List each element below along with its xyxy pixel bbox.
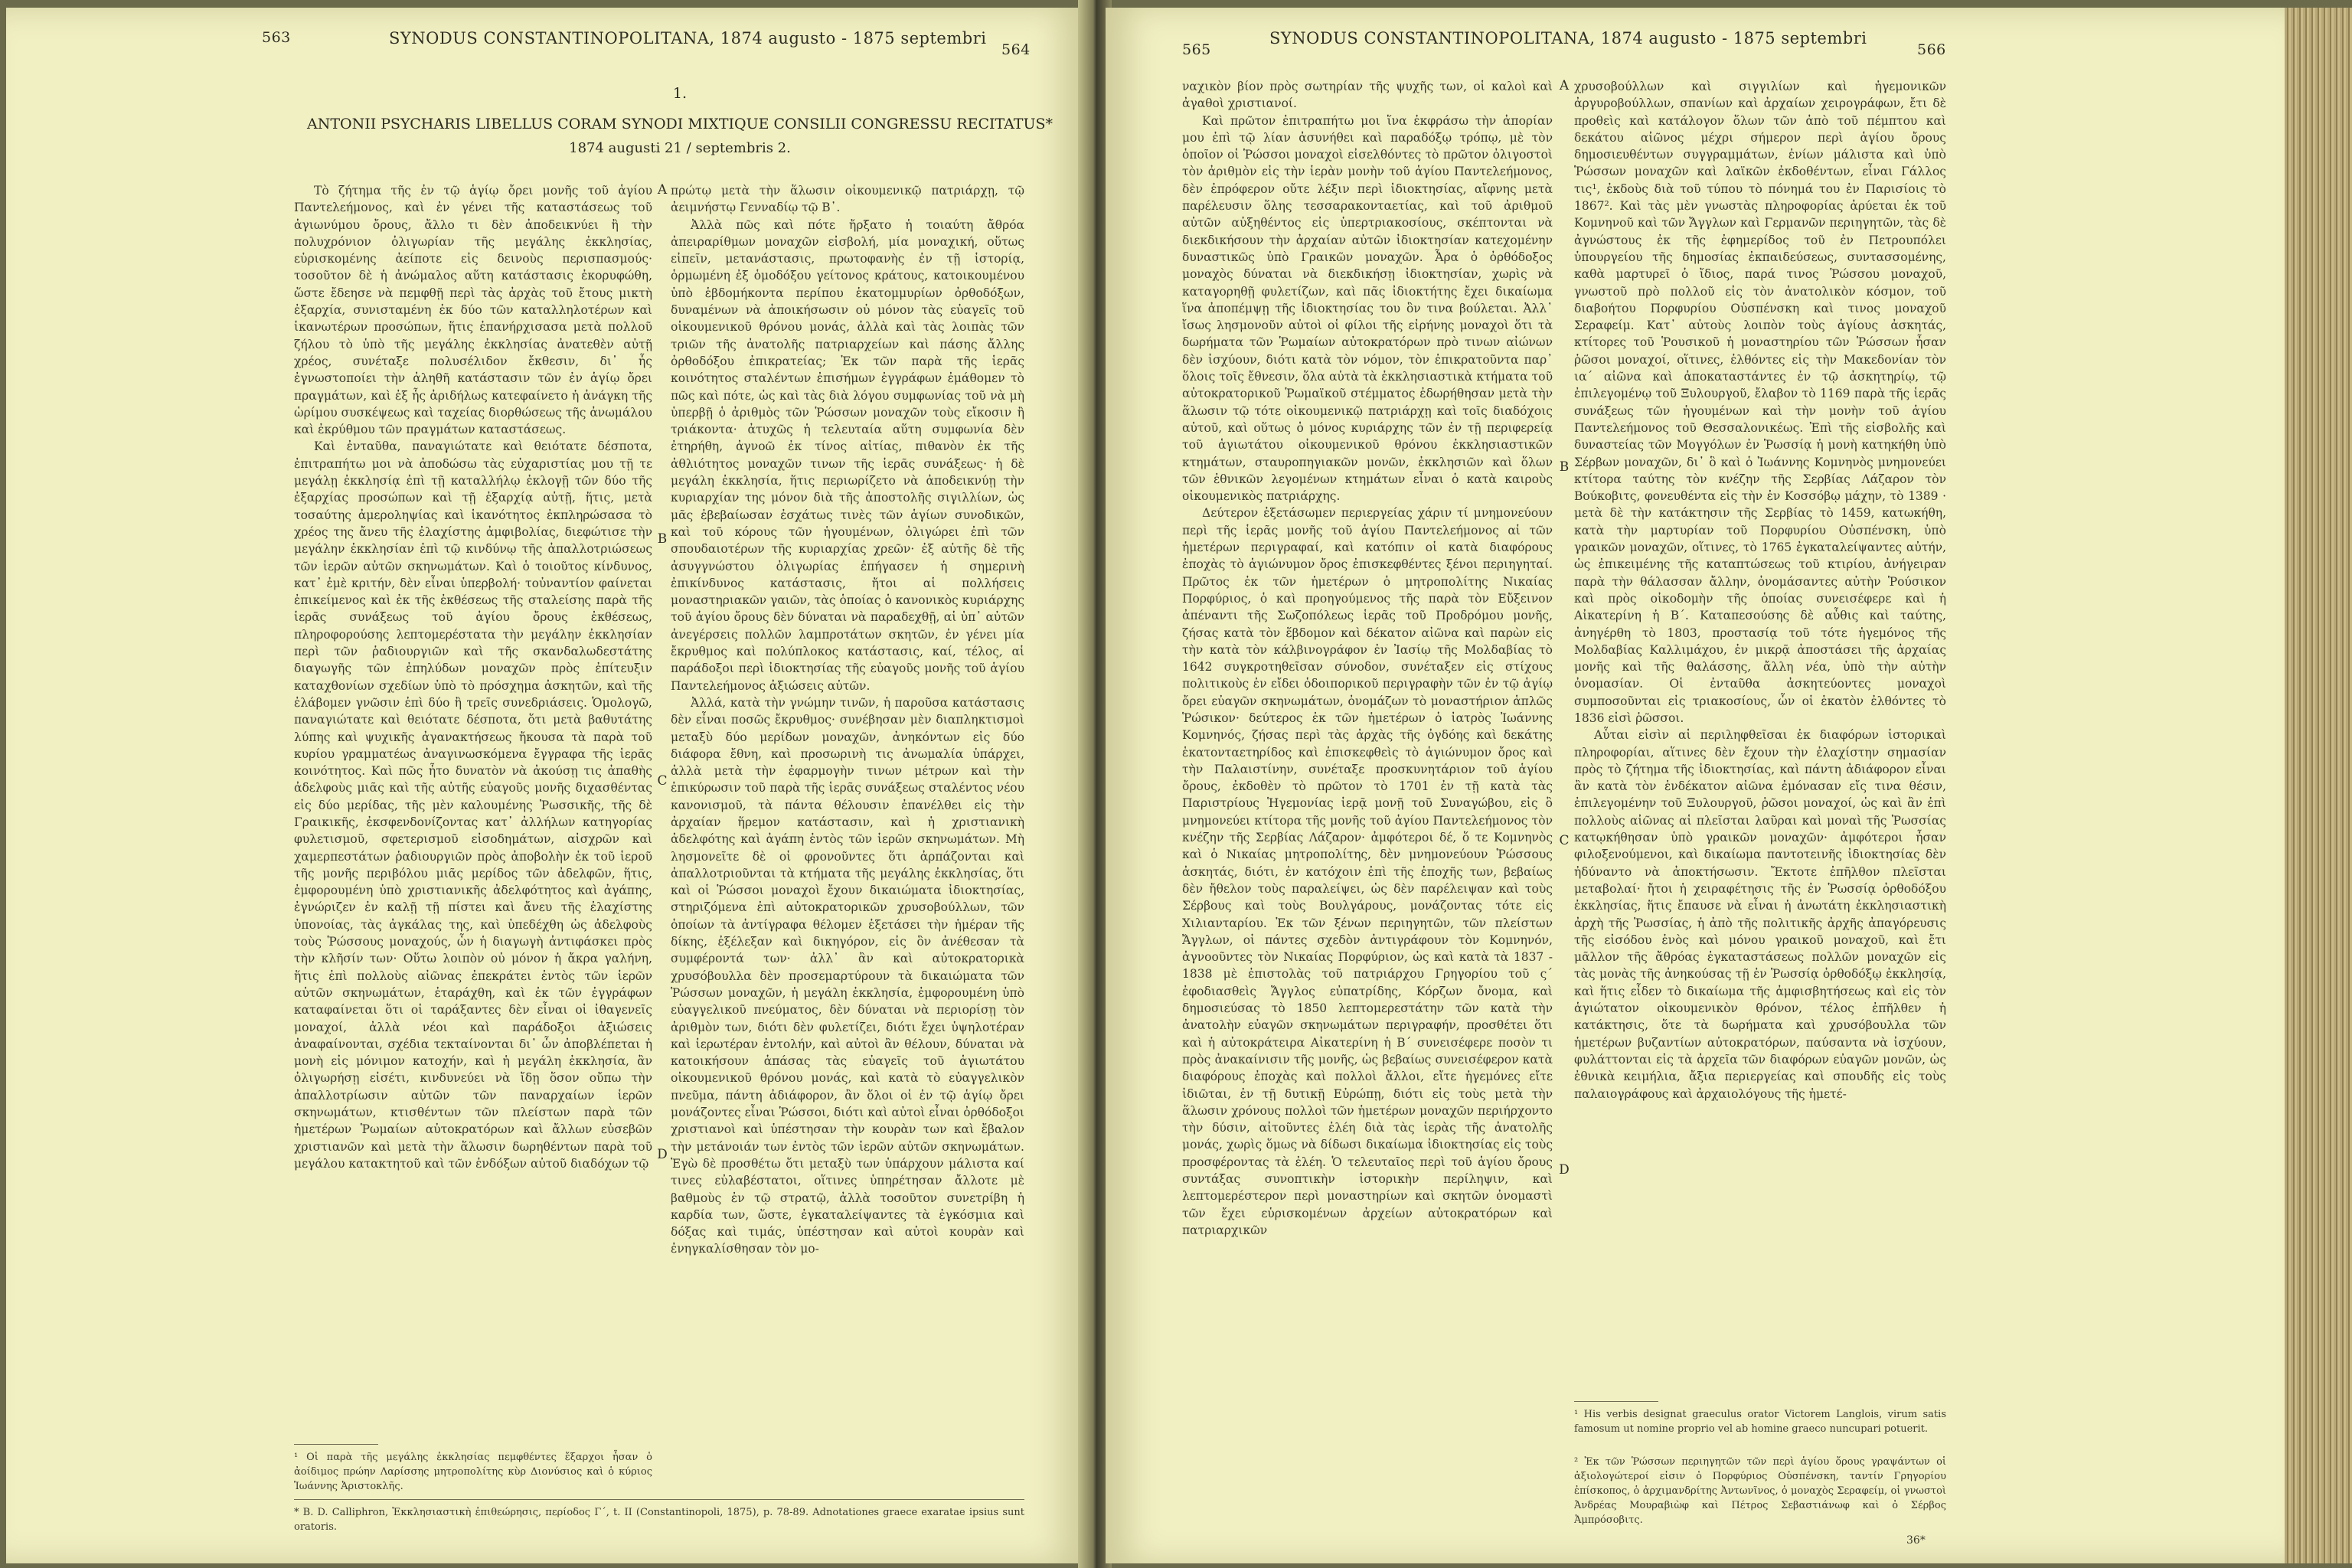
footnote-2: ² Ἐκ τῶν Ῥώσσων περιηγητῶν τῶν περὶ ἁγίου ὄρους γραψάντων οἱ ἀξιολογώτεροί εἰσιν ὁ Πορφύριος Οὐσπένσκη, ταντίν Γρηγορίου ἐπίσκοπος, ὁ ἀρχιμανδρίτης Ἀντωνῖνος, ὁ μοναχὸς Σεραφείμ, οἱ γνωστοὶ Ἀνδρέας Μουραβιὼφ καὶ Πέτρος Σεβαστιάνωφ καὶ ὁ Σέρβος Ἀμπρόσοβιτς. [1574,1456,1946,1526]
margin-marker-d: D [1559,1162,1570,1178]
left-page [6,8,1084,1563]
paragraph: ναχικὸν βίον πρὸς σωτηρίαν τῆς ψυχῆς των, οἱ καλοὶ καὶ ἀγαθοὶ χριστιανοί. [1182,80,1553,111]
paragraph: Καὶ ἐνταῦθα, παναγιώτατε καὶ θειότατε δέσποτα, ἐπιτραπήτω μοι νὰ ἀποδώσω τὰς εὐχαριστίας μου τῇ τε μεγάλῃ ἐκκλησίᾳ ἐπὶ τῇ καταλλήλῳ ἐκλογῇ τῶν δύο τῆς ἐξαρχίας προσώπων καὶ τῇ ἐξαρχίᾳ αὐτῇ, ἥτις, μετὰ τοσαύτης ἀμεροληψίας καὶ ἱκανότητος ἐκπληρώσασα τὸ χρέος της ἄνευ τῆς ἐλαχίστης ἀμφιβολίας, διεφώτισε τὴν μεγάλην ἐκκλησίαν ἐπὶ τῷ κινδύνῳ τῆς ἀπαλλοτριώσεως τῶν ἱερῶν αὐτῶν σκηνωμάτων. Καὶ ὁ τοιοῦτος κίνδυνος, κατ᾽ ἐμὲ κριτήν, δὲν εἶναι ὑπερβολή· τοὐναντίον φαίνεται ἐπικείμενος καὶ ἐκ τῆς ἐκθέσεως τῆς σταλείσης παρὰ τῆς ἱερᾶς συνάξεως τοῦ ἁγίου ὄρους ἐκθέσεως, πληροφορούσης λεπτομερέστατα τὴν μεγάλην ἐκκλησίαν περὶ τῶν ῥαδιουργιῶν καὶ τῆς σκανδαλωδεστάτης διαγωγῆς τῶν ἐπηλύδων μοναχῶν πρὸς ἐπίτευξιν καταχθονίων σχεδίων ὑπὸ τὸ πρόσχημα ἀσκητῶν, καὶ τῆς ἐλάβομεν γνῶσιν ἐπὶ δύο ἢ τρεῖς συνεδριάσεις. Ὁμολογῶ, παναγιώτατε καὶ θειότατε δέσποτα, ὅτι μετὰ βαθυτάτης λύπης καὶ ψυχικῆς ἀγανακτήσεως ἤκουσα τὰ παρὰ τοῦ κυρίου γραμματέως ἀναγινωσκόμενα ἔγγραφα τῆς ἱερᾶς κοινότητος. Καὶ πῶς ἦτο δυνατὸν νὰ ἀκούσῃ τις ἀπαθὴς ἀδελφοὺς μιᾶς καὶ τῆς αὐτῆς εὐαγοῦς μονῆς διχασθέντας εἰς δύο μερίδας, τῆς μὲν καλουμένης Ῥωσσικῆς, τῆς δὲ Γραικικῆς, ἐκσφενδονίζοντας κατ᾽ ἀλλήλων κατηγορίας φυλετισμοῦ, σφετερισμοῦ εἰσοδημάτων, αἰσχρῶν καὶ χαμερπεστάτων ῥαδιουργιῶν πρὸς ἀποβολὴν ἐκ τοῦ ἱεροῦ τῆς μονῆς περιβόλου μιᾶς μερίδος τῶν ἀδελφῶν, ἥτις, ἐμφορουμένη ὑπὸ χριστιανικῆς ἀδελφότητος καὶ ἀγάπης, ἐγνώριζεν ἐν καλῇ τῇ πίστει καὶ ἄνευ τῆς ἐλαχίστης ὑπονοίας, τὰς ἀγκάλας της, καὶ ὑπεδέχθη ὡς ἀδελφοὺς τοὺς Ῥώσσους μοναχούς, ὧν ἡ διαγωγὴ ἀντιφάσκει πρὸς τὴν κλῆσίν των· Οὕτω λοιπὸν οὐ μόνον ἡ ἄκρα γαλήνη, ἥτις ἐπὶ πολλοὺς αἰῶνας ἐπεκράτει ἐντὸς τῶν ἱερῶν αὐτῶν σκηνωμάτων, ἐταράχθη, καὶ ἐκ τῶν ἐγγράφων καταφαίνεται ὅτι οἱ ταράξαντες δὲν εἶναι οἱ ἰθαγενεῖς μοναχοί, ἀλλὰ νέοι καὶ παράδοξοι ἀξιώσεις ἀναφαίνονται, σχέδια τεκταίνονται δι᾽ ὧν ἀποβλέπεται ἡ μονὴ εἰς μόνιμον κατοχήν, καὶ ἡ μεγάλη ἐκκλησία, ἂν ὀλιγωρήσῃ εἰσέτι, κινδυνεύει νὰ ἴδῃ ὅσον οὔπω τὴν ἀπαλλοτρίωσιν αὐτῶν τῶν παναρχαίων ἱερῶν σκηνωμάτων, κτισθέντων τῶν πλείστων παρὰ τῶν ἡμετέρων Ῥωμαίων αὐτοκρατόρων καὶ ἄλλων εὐσεβῶν χριστιανῶν καὶ μετὰ τὴν ἅλωσιν δωρηθέντων παρὰ τοῦ μεγάλου κατακτητοῦ καὶ τῶν ἐνδόξων αὐτοῦ διαδόχων τῷ [294,439,652,1171]
page-number-566: 566 [1917,41,1946,58]
margin-marker-c: C [1559,833,1570,848]
margin-marker-a: A [657,182,668,198]
footnote-rule [1574,1401,1658,1402]
paragraph: Δεύτερον ἐξετάσωμεν περιεργείας χάριν τί μνημονεύουν περὶ τῆς ἱερᾶς μονῆς τοῦ ἁγίου Παντελεήμονος αἱ τῶν ἡμετέρων περιγραφαί, καὶ κατόπιν οἱ κατὰ διαφόρους ἐποχὰς τὸ ἁγιώνυμον ὄρος ἐπισκεφθέντες ξένοι περιηγηταί. Πρῶτος ἐκ τῶν ἡμετέρων ὁ μητροπολίτης Νικαίας Πορφύριος, ὁ καὶ προηγούμενος τῆς παρὰ τὸν Εὔξεινον ἀπέναντι τῆς Σωζοπόλεως ἱερᾶς τοῦ Προδρόμου μονῆς, ζήσας κατὰ τὸν ἕβδομον καὶ δέκατον αἰῶνα καὶ παρὼν εἰς τὴν κατὰ τὸν κάλβινογράφον ἐν Ἰασίῳ τῆς Μολδαβίας τὸ 1642 συγκροτηθεῖσαν σύνοδον, συνέταξεν εἰς στίχους πολιτικοὺς ἐν εἴδει ὁδοιπορικοῦ περιγραφὴν τῶν ἐν τῷ ἁγίῳ ὄρει εὐαγῶν σκηνωμάτων, ὀνομάζων τὸ μοναστήριον ἁπλῶς Ῥώσικον· δεύτερος ἐκ τῶν ἡμετέρων ὁ ἰατρὸς Ἰωάννης Κομνηνός, ζήσας περὶ τὰς ἀρχὰς τῆς ὀγδόης καὶ δεκάτης ἑκατονταετηρίδος καὶ ἐπισκεφθεὶς τὸ ἁγιώνυμον ὄρος καὶ τὴν Παλαιστίνην, συνέταξε προσκυνητάριον τοῦ ἁγίου ὄρους, ἐκδοθὲν τὸ πρῶτον τὸ 1701 ἐν τῇ κατὰ τὰς Παριστρίους Ἡγεμονίας ἱερᾷ μονῇ τοῦ Συναγώβου, εἰς ὃ μνημονεύει κτίτορα τῆς μονῆς τοῦ ἁγίου Παντελεήμονος τὸν κνέζην τῆς Σερβίας Λάζαρον· ἀμφότεροι δέ, ὅ τε Κομνηνὸς καὶ ὁ Νικαίας μητροπολίτης, δὲν μνημονεύουν Ῥώσσους ἀσκητάς, διότι, ἐν κατόχοιν ἐπὶ τῆς ἐποχῆς των, βεβαίως δὲν ἤθελον τοὺς παραλείψει, ὡς δὲν παρέλειψαν καὶ τοὺς Σέρβους καὶ τοὺς Βουλγάρους, μονάζοντας τότε εἰς Χιλιανταρίου. Ἐκ τῶν ξένων περιηγητῶν, τῶν πλείστων Ἄγγλων, οἱ πάντες σχεδὸν ἀντιγράφουν τὸν Κομνηνόν, ἀγνοοῦντες τὸν Νικαίας Πορφύριον, ὡς καὶ κατὰ τὰ 1837 - 1838 μὲ ἐπιστολὰς τοῦ πατριάρχου Γρηγορίου τοῦ ς΄ ἐφοδιασθεὶς Ἄγγλος εὐπατρίδης, Κόρζων ὄνομα, καὶ δημοσιεύσας τὸ 1850 λεπτομερεστάτην τῶν κατὰ τὴν ἀνατολὴν εὐαγῶν σκηνωμάτων περιγραφήν, προσθέτει ὅτι καὶ ἡ αὐτοκράτειρα Αἰκατερίνη ἡ Β΄ συνεισέφερε ποσὸν τι πρὸς ἀνακαίνισιν τῆς μονῆς, ὡς βεβαίως συνεισέφερον κατὰ διαφόρους ἐποχὰς καὶ πολλοὶ ἄλλοι, εἴτε ἡγεμόνες εἴτε ἰδιῶται, ἐν τῇ δυτικῇ Εὐρώπῃ, διότι εἰς τοὺς μετὰ τὴν ἅλωσιν χρόνους πολλοὶ τῶν ἡμετέρων μοναχῶν περιήρχοντο τὴν δύσιν, αἰτοῦντες ἐλέη διὰ τὰς ἱερὰς τῆς ἀνατολῆς μονάς, χωρὶς ὅμως νὰ δίδωσι δικαίωμα ἰδιοκτησίας εἰς τοὺς προσφέροντας τὰ ἐλέη. Ὁ τελευταῖος περὶ τοῦ ἁγίου ὄρους συντάξας συνοπτικὴν ἱστορικὴν περίληψιν, καὶ λεπτομερέστερον περὶ μοναστηρίων καὶ σκητῶν ὀνομαστὶ τῶν ἔχει εὑρισκομένων ἀρχείων αὐτοκρατόρων καὶ πατριαρχικῶν [1182,506,1553,1237]
footnote-rule [294,1444,378,1445]
paragraph: Ἀλλά, κατὰ τὴν γνώμην τινῶν, ἡ παροῦσα κατάστασις δὲν εἶναι ποσῶς ἔκρυθμος· συνέβησαν μὲν διαπληκτισμοὶ μεταξὺ δύο μερίδων μοναχῶν, ἀνηκόντων εἰς δύο διάφορα ἔθνη, καὶ προσωρινὴ τις ἀνωμαλία ὑπάρχει, ἀλλὰ μετὰ τὴν ἐφαρμογὴν τινων μέτρων καὶ τὴν ἐπικύρωσιν τοῦ παρὰ τῆς ἱερᾶς συνάξεως σταλέντος νέου κανονισμοῦ, τὰ πάντα θέλουσιν ἐπανέλθει εἰς τὴν ἀρχαίαν ἥρεμον κατάστασιν, καὶ ἡ χριστιανικὴ ἀδελφότης καὶ ἀγάπη ἐντὸς τῶν ἱερῶν σκηνωμάτων. Μὴ λησμονεῖτε δὲ οἱ φρονοῦντες ὅτι ἀρπάζονται καὶ ἀπαλλοτριοῦνται τὰ κτήματα τῆς μεγάλης ἐκκλησίας, ὅτι καὶ οἱ Ῥώσσοι μοναχοὶ ἔχουν δικαιώματα ἰδιοκτησίας, στηριζόμενα ἐπὶ αὐτοκρατορικῶν χρυσοβούλλων, τῶν ὁποίων τὰ ἀντίγραφα θέλομεν ἐξετάσει τὴν ἡμέραν τῆς δίκης, ἐξέλεξαν καὶ δικηγόρον, εἰς ὃν ἀνέθεσαν τὰ συμφέροντά των· ἀλλ᾽ ἂν καὶ αὐτοκρατορικὰ χρυσόβουλλα δὲν προσεμαρτύρουν τὰ δικαιώματα τῶν Ῥώσσων μοναχῶν, ἡ μεγάλη ἐκκλησία, ἐμφορουμένη ὑπὸ εὐαγγελικοῦ πνεύματος, δὲν δύναται νὰ περιορίσῃ τὸν ἀριθμὸν των, διότι δὲν φυλετίζει, διότι ἔχει ὑψηλοτέραν καὶ ἱερωτέραν ἐντολήν, καὶ αὐτοὶ ἂν θέλουν, δύναται νὰ κατοικήσουν ἁπάσας τὰς εὐαγεῖς τοῦ ἁγιωτάτου οἰκουμενικοῦ θρόνου μονάς, καὶ κατὰ τὸ εὐαγγελικὸν πνεῦμα, πάντη ἀδιάφορον, ἂν ὅλοι οἱ ἐν τῷ ἁγίῳ ὄρει μονάζοντες εἶναι Ῥώσσοι, διότι καὶ αὐτοὶ εἶναι ὀρθόδοξοι χριστιανοὶ καὶ ὑπέστησαν τὴν κουρὰν των καὶ ἔβαλον τὴν μετάνοιάν των ἐντὸς τῶν ἱερῶν αὐτῶν σκηνωμάτων. Ἐγὼ δὲ προσθέτω ὅτι μεταξὺ των ὑπάρχουν μάλιστα καί τινες εὐλαβέστατοι, οἵτινες ὑπηρέτησαν ἄλλοτε μὲ βαθμοὺς ἐν τῷ στρατῷ, ἀλλὰ τοσοῦτον συνετρίβη ἡ καρδία των, ὥστε, ἐγκαταλείψαντες τὰ ἐγκόσμια καὶ δόξας καὶ τιμάς, ὑπέστησαν καὶ αὐτοὶ κουρὰν καὶ ἐνηγκαλίσθησαν τὸν μο- [671,695,1024,1256]
page-number-564: 564 [1001,41,1031,58]
right-column-a [1182,78,1553,1239]
page-number-563: 563 [262,29,291,46]
margin-marker-b: B [1559,459,1570,475]
paragraph: Ἀλλὰ πῶς καὶ πότε ἤρξατο ἡ τοιαύτη ἄθρόα ἀπειραρίθμων μοναχῶν εἰσβολή, μία μοναχική, οὕτως εἰπεῖν, μετανάστασις, πρωτοφανὴς ἐν τῇ ἱστορίᾳ, ὁρμωμένη ἐξ ὁμοδόξου γείτονος κράτους, κατοικουμένου ὑπὸ ἑβδομήκοντα περίπου ἑκατομμυρίων ὀρθοδόξων, δυναμένων νὰ ἀποικήσωσιν οὐ μόνον τὰς εὐαγεῖς τοῦ οἰκουμενικοῦ θρόνου μονάς, ἀλλὰ καὶ τὰς λοιπὰς τῶν τριῶν τῆς ἀνατολῆς πατριαρχείων καὶ πάσης ἄλλης ὀρθοδόξου ἐπικρατείας; Ἐκ τῶν παρὰ τῆς ἱερᾶς κοινότητος σταλέντων ἐπισήμων ἐγγράφων ἐμάθομεν τὸ πῶς καὶ πότε, ὡς καὶ τὰς διὰ λόγου συμφωνίας τοῦ νὰ μὴ ὑπερβῇ ὁ ἀριθμὸς τῶν Ῥώσσων μοναχῶν τοὺς εἴκοσιν ἢ τριάκοντα· ἀτυχῶς ἡ τελευταία αὕτη συμφωνία δὲν ἐτηρήθη, ἀγνοῶ ἐκ τίνος αἰτίας, πιθανὸν ἐκ τῆς ἀθλιότητος μοναχῶν τινων τῆς ἱερᾶς συνάξεως· ἡ δὲ μεγάλη ἐκκλησία, ἥτις περιωρίζετο νὰ ἀποδεικνύῃ τὴν κυριαρχίαν της μόνον διὰ τῆς ἀποστολῆς σιγιλλίων, ὡς μᾶς ἐβεβαίωσαν ἐσχάτως τινὲς τῶν ἁγίων συνοδικῶν, καὶ τοῦ κόρους τῶν ἡγουμένων, ὀλιγώρει ἐπὶ τῶν σπουδαιοτέρων τῆς κυριαρχίας χρεῶν· ἐξ αὐτῆς δὲ τῆς ἀσυγγνώστου ὀλιγωρίας ἐπήγασεν ἡ σημερινὴ ἐπικίνδυνος κατάστασις, ἤτοι αἱ πολλήσεις μοναστηριακῶν γαιῶν, τὰς ὁποίας ὁ κανονικὸς κυριάρχης τοῦ ἁγίου ὄρους δὲν δύναται νὰ παραδεχθῇ, αἱ ὑπ᾽ αὐτῶν ἀνεγέρσεις πολλῶν λαμπροτάτων σκητῶν, ἐν γένει μία ἔκρυθμος καὶ πολύπλοκος κατάστασις, καί, τέλος, αἱ παράδοξοι περὶ ἰδιοκτησίας τῆς εὐαγοῦς μονῆς τοῦ ἁγίου Παντελεήμονος ἀξιώσεις αὐτῶν. [671,217,1024,693]
paragraph: Αὗται εἰσὶν αἱ περιληφθεῖσαι ἐκ διαφόρων ἱστορικαὶ πληροφορίαι, αἵτινες δὲν ἔχουν τὴν ἐλαχίστην σημασίαν πρὸς τὸ ζήτημα τῆς ἰδιοκτησίας, καὶ πάντη ἀδιάφορον εἶναι ἂν κατὰ τὸν ἑνδέκατον αἰῶνα ἐμόνασαν εἴς τινα θέσιν, ἐπιλεγομένην τοῦ Ξυλουργοῦ, ῥῶσοι μοναχοί, ὡς καὶ ἂν ἐπὶ πολλοὺς αἰῶνας αἱ πλεῖσται λαῦραι καὶ μοναὶ τῆς Ῥωσσίας κατῳκήθησαν ὑπὸ γραικῶν μοναχῶν· ἀμφότεροι ἦσαν φιλοξενούμενοι, καὶ δικαίωμα παντοτεινῆς ἰδιοκτησίας δὲν ἠδύναντο νὰ ἀποκτήσωσιν. Ἔκτοτε ἐπῆλθον πλεῖσται μεταβολαί· ἤτοι ἡ χειραφέτησις τῆς ἐν Ῥωσσίᾳ ὀρθοδόξου ἐκκλησίας, ἥτις ἔπαυσε νὰ εἶναι ἡ ἀνωτάτη ἐκκλησιαστικὴ ἀρχὴ τῆς Ῥωσσίας, ἡ ἀπὸ τῆς πολιτικῆς ἀρχῆς ἀπαγόρευσις τῆς εἰσόδου ἑνὸς καὶ μόνου γραικοῦ μοναχοῦ, καὶ ἔτι μᾶλλον τῆς ἄθρόας ἐγκαταστάσεως πολλῶν μοναχῶν εἰς τὰς μονὰς τῆς ἀνηκούσας τῇ ἐν Ῥωσσίᾳ ὀρθοδόξῳ ἐκκλησίᾳ, καὶ ἥτις εἶδεν τὸ δικαίωμα τῆς ἀμφισβητήσεως καὶ εἰς τὸν ἁγιώτατον οἰκουμενικὸν θρόνον, τέλος ἐπῆλθεν ἡ κατάκτησις, ὅτε τὰ δωρήματα καὶ χρυσόβουλλα τῶν ἡμετέρων βυζαντίων αὐτοκρατόρων, παύσαντα νὰ ἰσχύουν, φυλάττονται εἰς τὰ ἀρχεῖα τῶν διαφόρων εὐαγῶν μονῶν, ὡς ἐθνικὰ κειμήλια, ἄξια περιεργείας καὶ σπουδῆς εἰς τοὺς παλαιογράφους καὶ ἀρχαιολόγους τῆς ἡμετέ- [1574,728,1946,1101]
left-column-a [294,182,652,1172]
footnote-star: * B. D. Calliphron, Ἐκκλησιαστικὴ ἐπιθεώρησις, περίοδος Γ΄, t. II (Constantinopoli, 1875), p. 78-89. Adnotationes graece exaratae ipsius sunt oratoris. [294,1507,1024,1533]
book-page-edges [2285,8,2352,1563]
left-column-b [671,182,1024,1258]
signature-mark: 36* [1906,1534,1926,1547]
document-heading: ANTONII PSYCHARIS LIBELLUS CORAM SYNODI MIXTIQUE CONSILII CONGRESSU RECITATUS* [306,116,1054,132]
margin-marker-d: D [657,1147,668,1162]
right-column-b [1574,78,1946,1102]
footnote-1: ¹ His verbis designat graeculus orator Victorem Langlois, virum satis famosum ut nomine proprio vel ab homine graeco nuncupari potuerit. [1574,1409,1946,1435]
footnote-rule-wide [294,1499,1024,1500]
document-date: 1874 augusti 21 / septembris 2. [569,140,791,156]
margin-marker-b: B [657,531,668,547]
paragraph: Τὸ ζήτημα τῆς ἐν τῷ ἁγίῳ ὄρει μονῆς τοῦ ἁγίου Παντελεήμονος, καὶ ἐν γένει τῆς καταστάσεως τοῦ ἁγιωνύμου ὄρους, ἄλλο τι δὲν ἀποδεικνύει ἢ τὴν πολυχρόνιον ὀλιγωρίαν τῆς μεγάλης ἐκκλησίας, εὑρισκομένης ἀείποτε εἰς δεινοὺς περισπασμούς· τοσοῦτον δὲ ἡ ἀνώμαλος αὕτη κατάστασις ἐκορυφώθη, ὥστε ἔδεησε νὰ πεμφθῇ περὶ τὰς ἀρχὰς τοῦ ἔτους μικτὴ ἐξαρχία, συνισταμένη ἐκ δύο τῶν καταλληλοτέρων καὶ ἱκανωτέρων προσώπων, ἥτις ἐπανήρχισασα μετὰ πολλοῦ ζήλου τὸ ὑπὸ τῆς μεγάλης ἐκκλησίας ἀνατεθὲν αὐτῇ χρέος, συνέταξε πολυσέλιδον ἔκθεσιν, δι᾽ ἧς ἐγνωστοποίει τὴν ἀληθῆ κατάστασιν τῶν ἐν ἁγίῳ ὄρει πραγμάτων, καὶ ἐξ ἧς ἀριδήλως κατεφαίνετο ἡ ἀνάγκη τῆς ὡρίμου συσκέψεως καὶ ταχείας διορθώσεως τῆς ἀνωμάλου καὶ ἐκρύθμου τῶν πραγμάτων καταστάσεως. [294,184,652,437]
right-running-header [1106,29,2285,60]
paragraph: Καὶ πρῶτον ἐπιτραπήτω μοι ἵνα ἐκφράσω τὴν ἀπορίαν μου ἐπὶ τῷ λίαν ἀσυνήθει καὶ παραδόξῳ τρόπῳ, μὲ τὸν ὁποῖον οἱ Ῥώσσοι μοναχοὶ εἰσελθόντες τὸ πρῶτον ὀλιγοστοὶ τὸν ἀριθμὸν εἰς τὴν ἱερὰν μονὴν τοῦ ἁγίου Παντελεήμονος, δὲν ἐπρόφερον οὔτε λέξιν περὶ ἰδιοκτησίας, αἴφνης μετὰ παρέλευσιν ὅλης τεσσαρακονταετίας, καὶ τοῦ ἀριθμοῦ αὐτῶν αὐξηθέντος εἰς ὑπερτριακοσίους, σκέπτονται νὰ διεκδικήσουν τὴν ἀρχαίαν αὐτῶν ἰδιοκτησίαν κατεχομένην δυναστικῶς ὑπὸ Γραικῶν μοναχῶν. Ἆρα ὁ ὀρθόδοξος μοναχὸς δύναται νὰ διεκδικήσῃ ἰδιοκτησίαν, χωρὶς νὰ καταγορηθῇ φυλετίζων, καὶ πᾶς ἰδιοκτήτης ἔχει δικαίωμα ἵνα ἀποπέμψῃ τῆς ἰδιοκτησίας του ὃν τινα βούλεται. Ἀλλ᾽ ἴσως λησμονοῦν αὐτοὶ οἱ φίλοι τῆς εἰρήνης μοναχοὶ ὅτι τὰ δωρήματα τῶν Ῥωμαίων αὐτοκρατόρων πρὸ τινων αἰώνων δὲν ἰσχύουν, διότι κατὰ τὸν νόμον, τὸν ἐπικρατοῦντα παρ᾽ ὅλοις τοῖς ἔθνεσιν, ὅλα αὐτὰ τὰ ἐκκλησιαστικὰ κτήματα τοῦ αὐτοκρατορικοῦ Ῥωμαϊκοῦ στέμματος ἐδωρήθησαν μετὰ τὴν ἅλωσιν τῷ τότε οἰκουμενικῷ πατριάρχῃ καὶ τοῖς διαδόχοις αὐτοῦ, καὶ οὕτως ὁ μόνος κυριάρχης τῶν ἐν τῇ περιφερείᾳ τοῦ ἁγιωτάτου οἰκουμενικοῦ θρόνου ἐκκλησιαστικῶν κτημάτων, σταυροπηγιακῶν μονῶν, ἐκκλησιῶν καὶ ὅλων τῶν ἐθνικῶν λεγομένων κτημάτων εἶναι ὁ κατὰ καιροὺς οἰκουμενικὸς πατριάρχης. [1182,113,1553,504]
document-heading-block [297,84,1063,158]
footnote-1: ¹ Οἱ παρὰ τῆς μεγάλης ἐκκλησίας πεμφθέντες ἔξαρχοι ἦσαν ὁ ἀοίδιμος πρώην Λαρίσσης μητροπολίτης κὺρ Διονύσιος καὶ ὁ κύριος Ἰωάννης Ἀριστοκλῆς. [294,1452,652,1492]
page-number-565: 565 [1182,41,1211,58]
running-title-left: SYNODUS CONSTANTINOPOLITANA, 1874 augusto - 1875 septembri [389,29,987,47]
running-title-right: SYNODUS CONSTANTINOPOLITANA, 1874 augusto - 1875 septembri [1269,29,1867,47]
paragraph: πρώτῳ μετὰ τὴν ἅλωσιν οἰκουμενικῷ πατριάρχῃ, τῷ ἀειμνήστῳ Γενναδίῳ τῷ Β᾽. [671,184,1024,215]
margin-marker-c: C [657,773,668,789]
right-page [1106,8,2285,1563]
document-number: 1. [672,85,688,102]
margin-marker-a: A [1559,78,1570,93]
paragraph: χρυσοβούλλων καὶ σιγγιλίων καὶ ἡγεμονικῶν ἀργυροβούλλων, σπανίων καὶ ἀρχαίων χειρογράφων, ἔτι δὲ προθεὶς καὶ κατάλογον ὅλων τῶν ἀπὸ τοῦ πέμπτου καὶ δεκάτου αἰῶνος μέχρι σήμερον περὶ ἁγίου ὄρους δημοσιευθέντων συγγραμμάτων, ἐνίων μάλιστα καὶ ὑπὸ Ῥώσσων μοναχῶν καὶ λαϊκῶν ἐκδοθέντων, εἶναι Γάλλος τις¹, ἐκδοὺς διὰ τοῦ τύπου τὸ πόνημά του ἐν Παρισίοις τὸ 1867². Καὶ τὰς μὲν γνωστὰς πληροφορίας ἀρύεται ἐκ τοῦ Κομνηνοῦ καὶ τῶν Ἄγγλων καὶ Γερμανῶν περιηγητῶν, τὰς δὲ ἀγνώστους ἐκ τῆς ἐφημερίδος τοῦ ἐν Πετρουπόλει ὑπουργείου τῆς δημοσίας ἐκπαιδεύσεως, συντασσομένης, καθὰ μαρτυρεῖ ὁ ἴδιος, παρά τινος Ῥώσσου μοναχοῦ, γνωστοῦ πρὸ πολλοῦ εἰς τὸν ἀνατολικὸν κόσμον, τοῦ διαβοήτου Πορφυρίου Οὐσπένσκη καὶ τινος μοναχοῦ Σεραφείμ. Κατ᾽ αὐτοὺς λοιπὸν τοὺς ἁγίους ἀσκητάς, κτίτορες τοῦ Ῥουσικοῦ ἡ μοναστηρίου τῶν Ῥώσσων ἦσαν ῥῶσοι μοναχοί, οἵτινες, ἐλθόντες εἰς τὴν Μακεδονίαν τὸν ια΄ αἰῶνα καὶ ἀποκαταστάντες ἐν τῷ ἀσκητηρίῳ, τῷ ἐπιλεγομένῳ τοῦ Ξυλουργοῦ, ἔλαβον τὸ 1169 παρὰ τῆς ἱερᾶς συνάξεως τῶν ἡγουμένων καὶ τὴν μονὴν τοῦ ἁγίου Παντελεήμονος τοῦ Θεσσαλονικέως. Ἐπὶ τῆς εἰσβολῆς καὶ δυναστείας τῶν Μογγόλων ἐν Ῥωσσίᾳ ἡ μονὴ κατηκήθη ὑπὸ Σέρβων μοναχῶν, δι᾽ ὃ καὶ ὁ Ἰωάννης Κομνηνὸς μνημονεύει κτίτορα ταύτης τὸν κνέζην τῆς Σερβίας Λάζαρον τὸν Βούκοβιτς, φονευθέντα εἰς τὴν ἐν Κοσσόβῳ μάχην, τὸ 1389 · μετὰ δὲ τὴν κατάκτησιν τῆς Σερβίας τὸ 1459, κατωκήθη, κατὰ τὴν μαρτυρίαν τοῦ Πορφυρίου Οὐσπένσκη, ὑπὸ γραικῶν μοναχῶν, οἵτινες, τὸ 1765 ἐγκαταλείψαντες αὐτήν, ὡς ἐπικειμένης τῆς καταπτώσεως τοῦ κτιρίου, ἀνήγειραν παρὰ τὴν θάλασσαν ἄλλην, ὀνομάσαντες αὐτὴν Ῥούσικον καὶ πρὸς οἰκοδομὴν τῆς ὁποίας συνεισέφερε καὶ ἡ Αἰκατερίνη ἡ Β΄. Καταπεσούσης δὲ αὖθις καὶ ταύτης, ἀνηγέρθη τὸ 1803, προστασίᾳ τοῦ τότε ἡγεμόνος τῆς Μολδαβίας Καλλιμάχου, ἐν μικρᾷ ἀποστάσει τῆς ἀρχαίας μονῆς καὶ τῆς θαλάσσης, ἄλλη νέα, ὑπὸ τὴν αὐτὴν ὀνομασίαν. Οἱ ἐνταῦθα ἀσκητεύοντες μοναχοὶ συμποσοῦνται εἰς τριακοσίους, ὧν οἱ ἑκατὸν ἐλθόντες τὸ 1836 εἰσὶ ῥῶσσοι. [1574,80,1946,725]
left-running-header [6,29,1084,60]
